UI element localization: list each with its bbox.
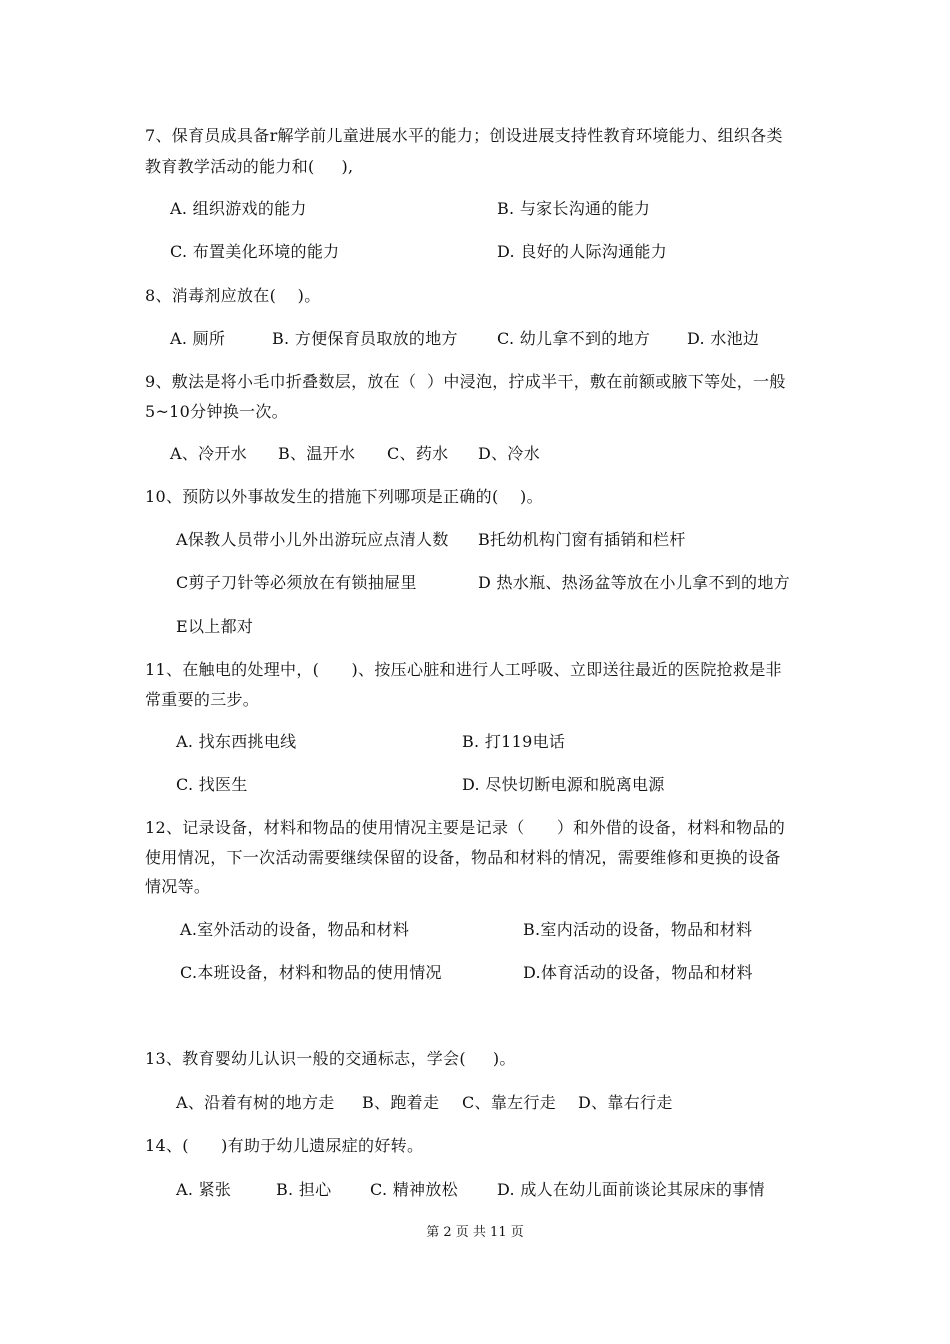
q14-option-a: A. 紧张 [176, 1180, 232, 1199]
q14-stem-line1: 14、( )有助于幼儿遗尿症的好转。 [145, 1136, 424, 1155]
q10-option-d: D 热水瓶、热汤盆等放在小儿拿不到的地方 [478, 573, 790, 592]
q12-stem-line3: 情况等。 [145, 877, 211, 896]
q10-option-e: E以上都对 [176, 617, 254, 636]
q14-option-c: C. 精神放松 [370, 1180, 458, 1199]
q13-stem-line1: 13、教育婴幼儿认识一般的交通标志，学会( )。 [145, 1049, 516, 1068]
q9-option-a: A、冷开水 [170, 444, 248, 463]
q9-stem-line1: 9、敷法是将小毛巾折叠数层，放在（ ）中浸泡，拧成半干，敷在前额或腋下等处，一般 [145, 372, 786, 391]
q11-option-b: B. 打119电话 [462, 732, 566, 751]
q12-option-c: C.本班设备，材料和物品的使用情况 [180, 963, 442, 982]
q8-option-b: B. 方便保育员取放的地方 [272, 329, 458, 348]
q7-option-d: D. 良好的人际沟通能力 [497, 242, 668, 261]
q8-option-c: C. 幼儿拿不到的地方 [497, 329, 651, 348]
q7-stem-line2: 教育教学活动的能力和( ), [145, 157, 354, 176]
q13-option-c: C、靠左行走 [462, 1093, 557, 1112]
q11-stem-line1: 11、在触电的处理中，( )、按压心脏和进行人工呼吸、立即送往最近的医院抢救是非 [145, 660, 782, 679]
q12-option-a: A.室外活动的设备，物品和材料 [180, 920, 410, 939]
q8-stem-line1: 8、消毒剂应放在( )。 [145, 286, 321, 305]
q9-option-c: C、药水 [387, 444, 449, 463]
q11-stem-line2: 常重要的三步。 [145, 690, 260, 709]
q7-option-a: A. 组织游戏的能力 [170, 199, 307, 218]
q13-option-a: A、沿着有树的地方走 [176, 1093, 335, 1112]
q9-option-d: D、冷水 [478, 444, 541, 463]
q10-option-a: A保教人员带小儿外出游玩应点清人数 [176, 530, 449, 549]
q14-option-d: D. 成人在幼儿面前谈论其尿床的事情 [497, 1180, 765, 1199]
q12-stem-line1: 12、记录设备，材料和物品的使用情况主要是记录（ ）和外借的设备，材料和物品的 [145, 818, 786, 837]
q13-option-d: D、靠右行走 [578, 1093, 673, 1112]
q8-option-a: A. 厕所 [170, 329, 226, 348]
q11-option-c: C. 找医生 [176, 775, 248, 794]
page-number-footer: 第 2 页 共 11 页 [426, 1225, 524, 1240]
q7-option-c: C. 布置美化环境的能力 [170, 242, 340, 261]
q11-option-d: D. 尽快切断电源和脱离电源 [462, 775, 665, 794]
q12-option-d: D.体育活动的设备，物品和材料 [523, 963, 753, 982]
q7-option-b: B. 与家长沟通的能力 [497, 199, 651, 218]
q14-option-b: B. 担心 [276, 1180, 332, 1199]
q12-option-b: B.室内活动的设备，物品和材料 [523, 920, 753, 939]
q9-stem-line2: 5~10分钟换一次。 [145, 402, 288, 421]
q9-option-b: B、温开水 [278, 444, 356, 463]
q13-option-b: B、跑着走 [362, 1093, 440, 1112]
q8-option-d: D. 水池边 [687, 329, 760, 348]
q12-stem-line2: 使用情况，下一次活动需要继续保留的设备，物品和材料的情况，需要维修和更换的设备 [145, 848, 781, 867]
q10-option-c: C剪子刀针等必须放在有锁抽屉里 [176, 573, 417, 592]
q10-option-b: B托幼机构门窗有插销和栏杆 [478, 530, 686, 549]
q7-stem-line1: 7、保育员成具备r解学前儿童进展水平的能力；创设进展支持性教育环境能力、组织各类 [145, 126, 783, 145]
q11-option-a: A. 找东西挑电线 [176, 732, 297, 751]
q10-stem-line1: 10、预防以外事故发生的措施下列哪项是正确的( )。 [145, 487, 543, 506]
